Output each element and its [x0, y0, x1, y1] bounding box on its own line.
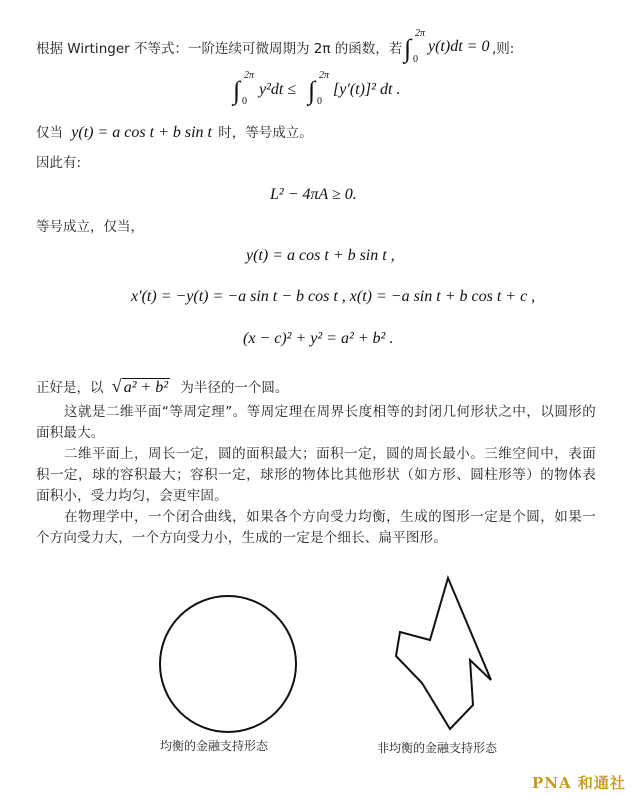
equality-suffix: 时，等号成立。 — [218, 125, 313, 141]
equation-x: x′(t) = −y(t) = −a sin t − b cos t , x(t) = −a sin t + b cos t + c , — [131, 288, 536, 305]
sqrt-radicand: a² + b² — [123, 379, 169, 396]
left-integral-upper: 2π — [244, 70, 255, 81]
equality-when-line: 等号成立，仅当， — [36, 219, 144, 235]
intro-suffix: ,则: — [492, 41, 515, 57]
right-integral-upper: 2π — [319, 70, 330, 81]
paragraph-3: 在物理学中，一个闭合曲线，如果各个方向受力均衡，生成的图形一定是个圆，如果一个方向受力大，一个方向受力小，生成的一定是个细长、扁平图形。 — [36, 509, 596, 546]
unbalanced-shape — [396, 578, 491, 729]
equality-formula: y(t) = a cos t + b sin t — [71, 124, 212, 141]
right-integral-lower: 0 — [317, 96, 322, 107]
balanced-circle — [160, 596, 296, 732]
watermark-logo: PNA 和通社 — [532, 774, 626, 792]
left-integral-sign: ∫ — [233, 76, 241, 105]
paragraph-2: 二维平面上，周长一定，圆的面积最大；面积一定，圆的周长最小。三维空间中，表面积一定，球的容积最大；容积一定，球形的物体比其他形状（如方形、圆柱形等）的物体表面积小，受力均匀，会更牢固。 — [36, 446, 596, 504]
integral-lower: 0 — [413, 54, 418, 65]
paragraph-1: 这就是二维平面“等周定理”。等周定理在周界长度相等的封闭几何形状之中，以圆形的面积最大。 — [36, 404, 596, 441]
intro-text: 根据 Wirtinger 不等式：一阶连续可微周期为 2π 的函数，若 — [36, 41, 403, 57]
right-figure-caption: 非均衡的金融支持形态 — [377, 741, 498, 755]
right-integral-sign: ∫ — [308, 76, 316, 105]
left-figure-caption: 均衡的金融支持形态 — [160, 739, 269, 753]
equation-y: y(t) = a cos t + b sin t , — [246, 247, 395, 264]
sqrt-sign: √ — [111, 376, 122, 396]
conclusion-suffix: 为半径的一个圆。 — [180, 380, 289, 396]
integral-integrand: y(t)dt = 0 — [428, 38, 490, 55]
therefore-line: 因此有: — [36, 155, 82, 171]
conclusion-prefix: 正好是，以 — [36, 380, 104, 396]
equality-prefix: 仅当 — [36, 125, 63, 141]
right-integrand: [y′(t)]² dt . — [333, 81, 401, 98]
integral-sign: ∫ — [404, 34, 412, 63]
integral-upper: 2π — [415, 28, 426, 39]
left-integrand: y²dt ≤ — [259, 81, 297, 98]
isoperimetric-inequality: L² − 4πA ≥ 0. — [270, 186, 357, 203]
left-integral-lower: 0 — [242, 96, 247, 107]
equation-circle: (x − c)² + y² = a² + b² . — [243, 330, 394, 347]
